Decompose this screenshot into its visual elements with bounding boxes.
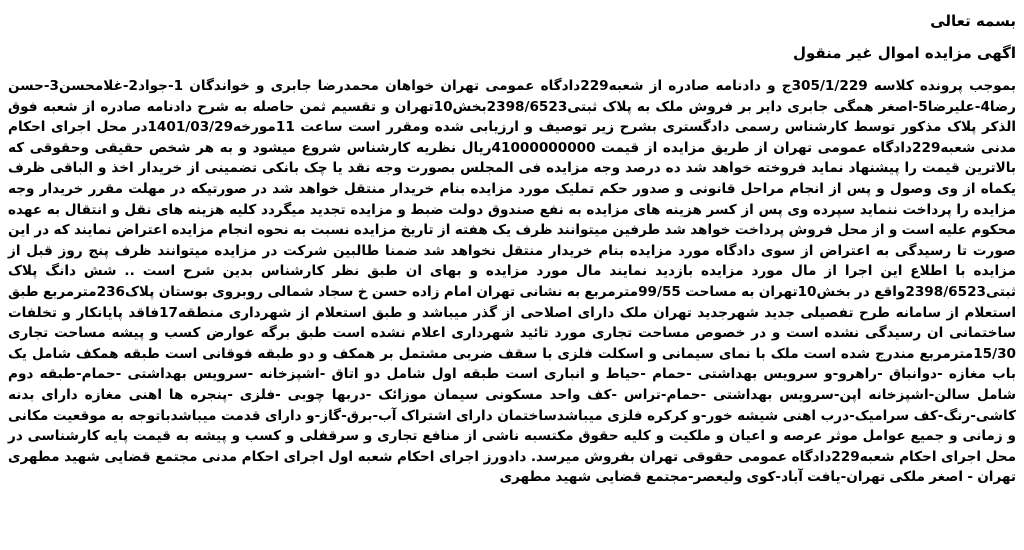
auction-notice [8, 4, 1016, 546]
invocation-heading: بسمه تعالی [930, 12, 1016, 30]
notice-title: اگهی مزایده اموال غیر منقول [792, 44, 1016, 62]
notice-body: بموجب پرونده کلاسه 305/1/229ج و دادنامه صادره از شعبه229دادگاه عمومی تهران خواهان محمدرضا جابری و خواندگان 1-جواد2-غلامحسن3-حسن رضا4-علیرضا5-اصغر همگی جابری دایر بر فروش ملک به پلاک ثبتی2398/6523بخش10تهران و تقسیم ثمن حاصله به شرح دادنامه صادره از شعبه فوق الذکر پلاک مذکور توسط کارشناس رسمی دادگستری بشرح زیر توصیف و ارزیابی شده ومقرر است ساعت 11مورخه1401/03/29در محل اجرای احکام مدنی شعبه229دادگاه عمومی تهران از طریق مزایده از قیمت 41000000000ریال نظریه کارشناس شروع میشود و به هر شخص حقیقی وحقوقی که بالاترین قیمت را پیشنهاد نماید فروخته خواهد شد ده درصد وجه مزایده فی المجلس بصورت وجه نقد یا چک بانکی تضمینی از خریدار اخذ و الباقی ظرف یکماه از وی وصول و پس از انجام مراحل قانونی و صدور حکم تملیک مورد مزایده بنام خریدار منتقل خواهد شد در صورتیکه در مهلت مقرر خریدار وجه مزایده را پرداخت ننماید سپرده وی پس از کسر هزینه های مزایده به نفع صندوق دولت ضبط و مزایده تجدید میگردد کلیه هزینه های نقل و انتقال به عهده محکوم علیه است و از محل فروش پرداخت خواهد شد طرفین میتوانند ظرف یک هفته از تاریخ مزایده نسبت به نحوه انجام مزایده اعتراض نمایند که در این صورت تا رسیدگی به اعتراض از سوی دادگاه مورد مزایده بنام خریدار منتقل نخواهد شد ضمنا طالبین شرکت در مزایده میتوانند ظرف پنج روز قبل از مزایده با اطلاع این اجرا از مال مورد مزایده بازدید نمایند مال مورد مزایده و بهای ان طبق نظر کارشناس بدین شرح است .. شش دانگ پلاک ثبتی2398/6523واقع در بخش10تهران به مساحت 99/55مترمربع به نشانی تهران امام زاده حسن خ سجاد شمالی روبروی بوستان پلاک236مترمربع طبق استعلام از سامانه طرح تفصیلی جدید شهرجدید تهران ملک دارای اصلاحی از گذر میباشد و طبق استعلام از شهرداری منطقه17فاقد پایانکار و تخلفات ساختمانی ان رسیدگی نشده است و در خصوص مساحت تجاری مورد تائید شهرداری اعلام نشده است طبق برگه عوارض کسب و پیشه مساحت تجاری 15/30مترمربع مندرج شده است ملک با نمای سیمانی و اسکلت فلزی با سقف ضربی مشتمل بر همکف و دو طبقه فوقانی است طبقه همکف شامل یک باب مغازه -دوانباق -راهرو-و سرویس بهداشتی -حمام -حیاط و انباری است طبقه اول شامل دو اتاق -اشپزخانه -سرویس بهداشتی -حمام-طبقه دوم شامل سالن-اشپزخانه اپن-سرویس بهداشتی -حمام-تراس -کف واحد مسکونی سیمان موزائک -دربها چوبی -فلزی -پنجره ها اهنی مغازه دارای بدنه کاشی-رنگ-کف سرامیک-درب اهنی شیشه خور-و کرکره فلزی میباشدساختمان دارای اشتراک آب-برق-گاز-و دارای قدمت میباشدباتوجه به موقعیت مکانی و زمانی و جمیع عوامل موثر عرصه و اعیان و ملکیت و کلیه حقوق مکتسبه ناشی از منافع تجاری و سرقفلی و کسب و پیشه به قیمت پایه کارشناسی در محل اجرای احکام شعبه229دادگاه عمومی حقوقی تهران بفروش میرسد. دادورز اجرای احکام شعبه اول اجرای احکام مدنی مجتمع قضایی شهید مطهری تهران - اصغر ملکی تهران-یافت آباد-کوی ولیعصر-مجتمع قضایی شهید مطهری [8, 78, 1016, 486]
